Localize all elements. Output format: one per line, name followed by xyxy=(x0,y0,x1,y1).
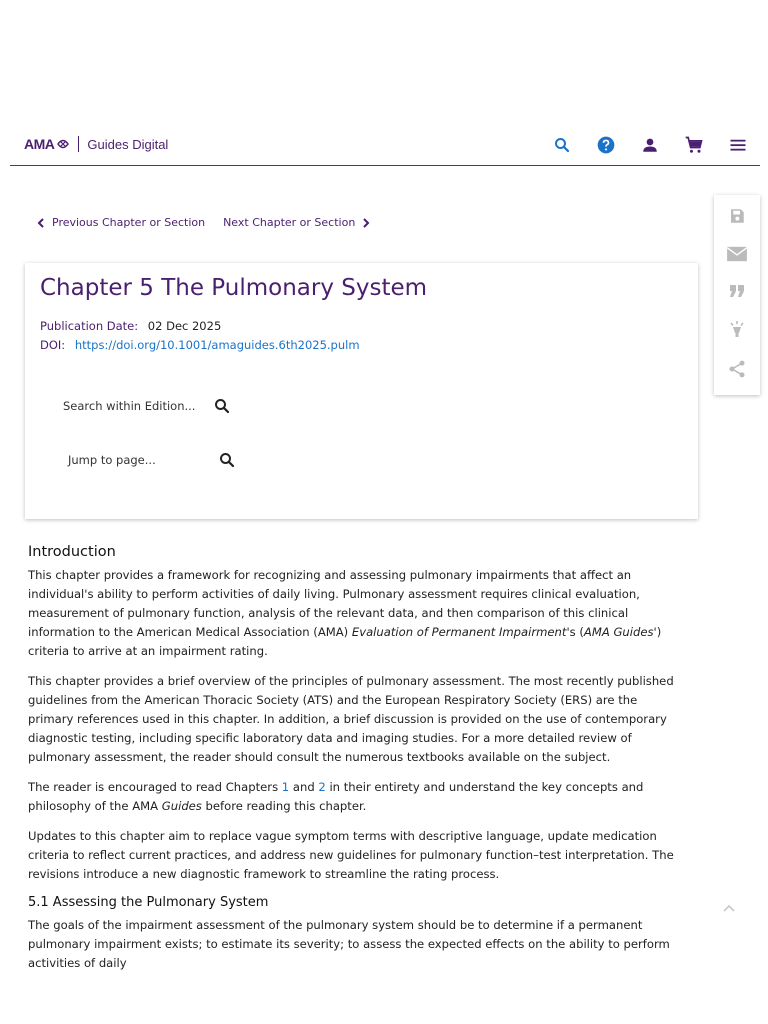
section-heading: 5.1 Assessing the Pulmonary System xyxy=(28,895,269,910)
publication-date-value: 02 Dec 2025 xyxy=(147,319,222,333)
site-header xyxy=(10,128,760,166)
chapter-content xyxy=(28,544,680,984)
help-icon[interactable] xyxy=(594,134,618,156)
paragraph-5: The goals of the impairment assessment of the pulmonary system should be to determine if a permanent pulmonary impairment exists; to estimate its severity; to assess the expected effects on the ability to perform activities of daily xyxy=(28,918,670,970)
next-chapter-link[interactable] xyxy=(223,216,371,229)
doi-row xyxy=(40,338,360,352)
chapter-2-link[interactable]: 2 xyxy=(318,780,326,794)
ama-logo-mark-icon xyxy=(56,137,70,151)
quote-icon[interactable] xyxy=(729,283,745,302)
logo-separator xyxy=(78,136,79,152)
cart-icon[interactable] xyxy=(682,134,706,156)
search-icon[interactable] xyxy=(218,451,236,469)
chapter-navigation xyxy=(36,216,371,229)
share-icon[interactable] xyxy=(727,359,747,383)
previous-chapter-link[interactable] xyxy=(36,216,205,229)
account-icon[interactable] xyxy=(638,134,662,156)
save-icon[interactable] xyxy=(728,207,746,229)
search-icon[interactable] xyxy=(550,134,574,156)
highlight-icon[interactable] xyxy=(728,319,746,343)
publication-date-label: Publication Date: xyxy=(40,319,139,333)
chapter-1-link[interactable]: 1 xyxy=(281,780,290,794)
doi-link[interactable]: https://doi.org/10.1001/amaguides.6th2025.pulm xyxy=(74,338,360,352)
search-within-edition xyxy=(63,397,231,415)
jump-to-page xyxy=(68,451,236,469)
scroll-to-top-icon[interactable] xyxy=(722,898,736,917)
jump-to-page-input[interactable]: Jump to page... xyxy=(68,453,156,467)
paragraph-2: This chapter provides a brief overview of the principles of pulmonary assessment. The most recently published guidelines from the American Thoracic Society (ATS) and the European Respiratory Society (ERS) are the primary references used in this chapter. In addition, a brief discussion is provided on the use of contemporary diagnostic testing, including specific laboratory data and imaging studies. For a more detailed review of pulmonary assessment, the reader should consult the numerous textbooks available on the subject. xyxy=(28,674,674,764)
paragraph-3: The reader is encouraged to read Chapters 1 and 2 in their entirety and understand the key concepts and philosophy of the AMA Guides before reading this chapter. xyxy=(28,780,644,813)
ama-guides-logo[interactable] xyxy=(24,136,168,152)
paragraph-4: Updates to this chapter aim to replace vague symptom terms with descriptive language, update medication criteria to reflect current practices, and address new guidelines for pulmonary function–test interpretation. The revisions introduce a new diagnostic framework to streamline the rating process. xyxy=(28,829,674,881)
header-actions xyxy=(550,134,750,156)
menu-icon[interactable] xyxy=(726,134,750,156)
paragraph-1: This chapter provides a framework for recognizing and assessing pulmonary impairments that affect an individual's ability to perform activities of daily living. Pulmonary assessment requires clinical evaluation, measurement of pulmonary function, analysis of the relevant data, and then comparison of this clinical information to the American Medical Association (AMA) Evaluation of Permanent Impairment's (AMA Guides') criteria to arrive at an impairment rating. xyxy=(28,568,662,658)
search-within-edition-input[interactable]: Search within Edition... xyxy=(63,399,196,413)
email-icon[interactable] xyxy=(726,245,748,267)
next-chapter-label: Next Chapter or Section xyxy=(223,216,356,229)
logo-ama-text: AMA xyxy=(24,136,55,152)
search-icon[interactable] xyxy=(213,397,231,415)
chevron-right-icon xyxy=(361,218,371,228)
introduction-heading: Introduction xyxy=(28,544,116,560)
chapter-info-card xyxy=(25,263,698,519)
page-title: Chapter 5 The Pulmonary System xyxy=(40,275,428,301)
publication-date xyxy=(40,319,221,333)
article-tools-sidebar xyxy=(714,195,760,395)
previous-chapter-label: Previous Chapter or Section xyxy=(52,216,206,229)
logo-product-text: Guides Digital xyxy=(87,136,169,152)
doi-label: DOI: xyxy=(40,338,66,352)
chevron-left-icon xyxy=(36,218,46,228)
